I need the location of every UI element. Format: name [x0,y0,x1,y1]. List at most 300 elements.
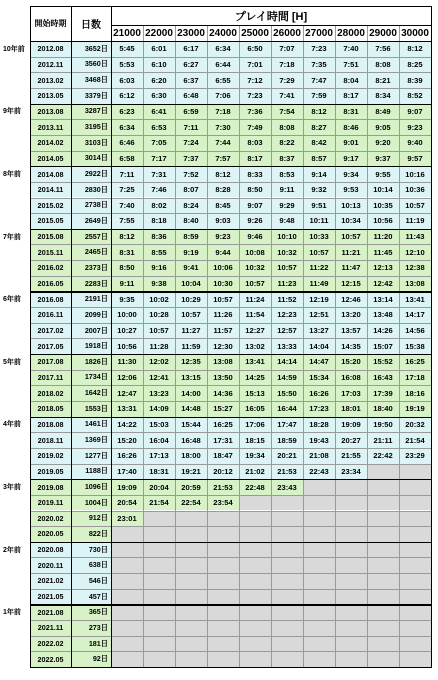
time-cell: 12:38 [399,260,431,276]
time-cell: 12:27 [239,323,271,339]
group-divider [30,291,431,292]
days-cell: 1826日 [71,354,111,370]
time-cell: 8:03 [239,135,271,151]
empty-time-cell [239,651,271,667]
time-cell: 11:59 [175,338,207,354]
start-date-cell: 2016.11 [30,307,71,323]
empty-time-cell [271,511,303,527]
empty-time-cell [335,604,367,620]
time-cell: 14:17 [399,307,431,323]
time-cell: 10:57 [207,291,239,307]
header-bottom-border [30,41,431,42]
empty-time-cell [399,542,431,558]
empty-time-cell [335,620,367,636]
time-cell: 8:49 [367,104,399,120]
time-cell: 9:07 [399,104,431,120]
days-cell: 181日 [71,636,111,652]
start-date-cell: 2017.08 [30,354,71,370]
empty-time-cell [111,542,143,558]
time-cell: 8:53 [271,166,303,182]
row-divider [30,495,431,496]
days-cell: 912日 [71,511,111,527]
time-cell: 10:35 [367,198,399,214]
row-divider [30,338,431,339]
time-cell: 8:27 [303,119,335,135]
time-cell: 7:07 [271,41,303,57]
empty-time-cell [271,636,303,652]
time-cell: 16:08 [335,370,367,386]
row-divider [30,57,431,58]
days-cell: 2649日 [71,213,111,229]
time-cell: 12:42 [367,276,399,292]
time-cell: 11:49 [303,276,335,292]
empty-time-cell [143,636,175,652]
time-cell: 12:41 [143,370,175,386]
empty-time-cell [175,557,207,573]
time-cell: 22:54 [175,495,207,511]
time-cell: 6:53 [143,119,175,135]
years-ago-label: 5年前 [3,358,21,366]
empty-time-cell [111,620,143,636]
time-cell: 9:26 [239,213,271,229]
time-cell: 14:25 [239,370,271,386]
days-cell: 1553日 [71,401,111,417]
days-cell: 638日 [71,557,111,573]
column-divider [367,25,368,667]
start-date-cell: 2022.02 [30,636,71,652]
hours-header-cell: 25000 [241,27,269,39]
empty-time-cell [399,620,431,636]
days-cell: 822日 [71,526,111,542]
days-cell: 457日 [71,589,111,605]
time-cell: 8:36 [143,229,175,245]
time-cell: 7:47 [303,72,335,88]
time-cell: 14:26 [367,323,399,339]
time-cell: 6:46 [111,135,143,151]
time-cell: 7:40 [335,41,367,57]
time-cell: 11:19 [399,213,431,229]
time-cell: 21:55 [335,448,367,464]
row-divider [30,323,431,324]
hours-header-cell: 30000 [401,27,429,39]
empty-time-cell [207,651,239,667]
empty-time-cell [303,526,335,542]
empty-time-cell [111,589,143,605]
time-cell: 15:27 [207,401,239,417]
time-cell: 9:11 [111,276,143,292]
empty-time-cell [239,526,271,542]
time-cell: 21:02 [239,464,271,480]
header-divider [111,25,431,26]
time-cell: 9:29 [271,198,303,214]
empty-time-cell [271,557,303,573]
column-divider [303,25,304,667]
start-date-cell: 2015.02 [30,198,71,214]
time-cell: 12:47 [111,385,143,401]
start-date-cell: 2021.08 [30,604,71,620]
empty-time-cell [111,526,143,542]
row-divider [30,135,431,136]
time-cell: 9:01 [335,135,367,151]
empty-time-cell [399,464,431,480]
time-cell: 15:07 [367,338,399,354]
empty-time-cell [207,604,239,620]
time-cell: 19:09 [111,479,143,495]
days-cell: 1734日 [71,370,111,386]
days-cell: 1188日 [71,464,111,480]
hours-header-cell: 28000 [337,27,365,39]
time-cell: 7:54 [271,104,303,120]
empty-time-cell [239,573,271,589]
group-divider [30,417,431,418]
empty-time-cell [111,573,143,589]
time-cell: 11:26 [207,307,239,323]
time-cell: 7:24 [175,135,207,151]
time-cell: 13:08 [207,354,239,370]
empty-time-cell [399,511,431,527]
start-date-cell: 2020.11 [30,557,71,573]
row-divider [30,72,431,73]
time-cell: 7:06 [207,88,239,104]
time-cell: 21:53 [207,479,239,495]
start-date-cell: 2012.11 [30,57,71,73]
days-cell: 1642日 [71,385,111,401]
row-divider [30,260,431,261]
start-date-cell: 2022.05 [30,651,71,667]
time-cell: 6:23 [111,104,143,120]
row-divider [30,198,431,199]
time-cell: 10:34 [335,213,367,229]
time-cell: 7:11 [111,166,143,182]
empty-time-cell [335,511,367,527]
time-cell: 8:04 [335,72,367,88]
time-cell: 10:04 [175,276,207,292]
time-cell: 14:22 [111,417,143,433]
time-cell: 14:04 [303,338,335,354]
empty-time-cell [335,557,367,573]
time-cell: 7:25 [111,182,143,198]
time-cell: 15:20 [335,354,367,370]
empty-time-cell [367,511,399,527]
years-ago-label: 6年前 [3,296,21,304]
time-cell: 21:11 [367,432,399,448]
row-divider [30,401,431,402]
days-cell: 1369日 [71,432,111,448]
start-date-cell: 2016.08 [30,291,71,307]
time-cell: 6:44 [207,57,239,73]
time-cell: 8:42 [303,135,335,151]
time-cell: 7:44 [207,135,239,151]
time-cell: 17:06 [239,417,271,433]
time-cell: 13:41 [399,291,431,307]
empty-time-cell [335,526,367,542]
days-cell: 2922日 [71,166,111,182]
hours-header-cell: 29000 [369,27,397,39]
time-cell: 16:43 [367,370,399,386]
time-cell: 12:46 [335,291,367,307]
time-cell: 7:01 [239,57,271,73]
time-cell: 10:57 [143,323,175,339]
start-date-cell: 2017.11 [30,370,71,386]
time-cell: 15:20 [111,432,143,448]
time-cell: 6:50 [239,41,271,57]
empty-time-cell [303,479,335,495]
time-cell: 8:39 [399,72,431,88]
time-cell: 18:15 [239,432,271,448]
time-cell: 11:23 [271,276,303,292]
start-date-cell: 2019.02 [30,448,71,464]
years-ago-label: 2年前 [3,546,21,554]
time-cell: 17:40 [111,464,143,480]
empty-time-cell [143,620,175,636]
time-cell: 17:18 [399,370,431,386]
time-cell: 18:16 [399,385,431,401]
time-cell: 14:59 [271,370,303,386]
start-date-cell: 2021.05 [30,589,71,605]
time-cell: 8:37 [271,151,303,167]
empty-time-cell [143,651,175,667]
start-date-cell: 2020.08 [30,542,71,558]
empty-time-cell [367,557,399,573]
time-cell: 8:08 [367,57,399,73]
row-divider [30,636,431,637]
row-divider [30,432,431,433]
time-cell: 9:23 [399,119,431,135]
time-cell: 14:36 [207,385,239,401]
empty-time-cell [207,589,239,605]
time-cell: 8:18 [143,213,175,229]
time-cell: 20:59 [175,479,207,495]
time-cell: 10:16 [399,166,431,182]
time-cell: 10:27 [111,323,143,339]
years-ago-label: 8年前 [3,171,21,178]
time-cell: 13:14 [367,291,399,307]
time-cell: 13:50 [207,370,239,386]
empty-time-cell [303,604,335,620]
hours-header-cell: 27000 [305,27,333,39]
time-cell: 17:23 [303,401,335,417]
row-divider [30,88,431,89]
time-cell: 17:39 [367,385,399,401]
empty-time-cell [367,526,399,542]
empty-time-cell [175,573,207,589]
empty-time-cell [175,542,207,558]
time-cell: 20:54 [111,495,143,511]
start-date-cell: 2014.05 [30,151,71,167]
time-cell: 16:25 [399,354,431,370]
time-cell: 10:02 [143,291,175,307]
time-cell: 21:54 [143,495,175,511]
time-cell: 9:40 [399,135,431,151]
days-cell: 92日 [71,651,111,667]
time-cell: 11:47 [335,260,367,276]
time-cell: 10:57 [335,229,367,245]
time-cell: 8:07 [175,182,207,198]
hours-header-cell: 22000 [145,27,173,39]
time-cell: 13:23 [143,385,175,401]
empty-time-cell [399,495,431,511]
empty-time-cell [175,589,207,605]
empty-time-cell [399,589,431,605]
time-cell: 18:47 [207,448,239,464]
time-cell: 7:05 [143,135,175,151]
hours-header-cell: 24000 [209,27,237,39]
time-cell: 6:34 [111,119,143,135]
group-divider [30,354,431,355]
time-cell: 16:26 [303,385,335,401]
time-cell: 7:12 [239,72,271,88]
days-cell: 2007日 [71,323,111,339]
days-cell: 2191日 [71,291,111,307]
time-cell: 8:12 [303,104,335,120]
time-cell: 10:57 [303,244,335,260]
empty-time-cell [303,573,335,589]
time-cell: 11:20 [367,229,399,245]
time-cell: 13:20 [335,307,367,323]
time-cell: 9:38 [143,276,175,292]
empty-time-cell [335,589,367,605]
time-cell: 7:35 [303,57,335,73]
time-cell: 13:31 [111,401,143,417]
days-header: 日数 [81,20,101,31]
column-divider [271,25,272,667]
years-ago-label: 4年前 [3,421,21,429]
time-cell: 10:36 [399,182,431,198]
time-cell: 7:57 [207,151,239,167]
time-cell: 7:23 [303,41,335,57]
days-cell: 2099日 [71,307,111,323]
empty-time-cell [111,651,143,667]
empty-time-cell [303,636,335,652]
time-cell: 11:21 [335,244,367,260]
start-date-cell: 2013.05 [30,88,71,104]
time-cell: 11:24 [239,291,271,307]
start-date-cell: 2021.02 [30,573,71,589]
column-border [111,6,112,667]
empty-time-cell [303,620,335,636]
row-divider [30,464,431,465]
empty-time-cell [271,620,303,636]
time-cell: 22:48 [239,479,271,495]
time-cell: 10:11 [303,213,335,229]
table-border-right [431,6,432,668]
row-divider [30,573,431,574]
empty-time-cell [335,495,367,511]
time-cell: 6:41 [143,104,175,120]
years-ago-label: 7年前 [3,233,21,241]
start-date-cell: 2018.11 [30,432,71,448]
time-cell: 10:57 [175,307,207,323]
time-cell: 6:27 [175,57,207,73]
time-cell: 8:50 [239,182,271,198]
days-cell: 2373日 [71,260,111,276]
start-date-cell: 2020.05 [30,526,71,542]
empty-time-cell [143,604,175,620]
time-cell: 11:54 [239,307,271,323]
time-cell: 7:59 [303,88,335,104]
start-date-cell: 2015.05 [30,213,71,229]
time-cell: 7:31 [143,166,175,182]
column-divider [143,25,144,667]
time-cell: 9:32 [303,182,335,198]
empty-time-cell [367,651,399,667]
empty-time-cell [143,557,175,573]
playtime-header: プレイ時間 [H] [234,10,308,23]
time-cell: 6:59 [175,104,207,120]
empty-time-cell [399,526,431,542]
time-cell: 14:14 [271,354,303,370]
row-divider [30,448,431,449]
time-cell: 9:05 [367,119,399,135]
time-cell: 12:57 [271,323,303,339]
time-cell: 9:19 [175,244,207,260]
time-cell: 19:19 [399,401,431,417]
time-cell: 10:32 [239,260,271,276]
time-cell: 7:55 [111,213,143,229]
empty-time-cell [239,557,271,573]
time-cell: 9:53 [335,182,367,198]
time-cell: 16:04 [143,432,175,448]
empty-time-cell [303,589,335,605]
days-cell: 3560日 [71,57,111,73]
time-cell: 20:27 [335,432,367,448]
time-cell: 10:32 [271,244,303,260]
days-cell: 2283日 [71,276,111,292]
time-cell: 13:15 [175,370,207,386]
time-cell: 13:27 [303,323,335,339]
empty-time-cell [239,495,271,511]
days-cell: 546日 [71,573,111,589]
time-cell: 9:44 [207,244,239,260]
empty-time-cell [399,557,431,573]
days-cell: 1277日 [71,448,111,464]
time-cell: 6:12 [111,88,143,104]
days-cell: 1918日 [71,338,111,354]
row-divider [30,276,431,277]
row-divider [30,557,431,558]
time-cell: 8:46 [335,119,367,135]
start-date-cell: 2015.11 [30,244,71,260]
time-cell: 16:44 [271,401,303,417]
time-cell: 19:21 [175,464,207,480]
time-cell: 7:37 [175,151,207,167]
empty-time-cell [143,542,175,558]
empty-time-cell [399,636,431,652]
time-cell: 7:46 [143,182,175,198]
table-border-left [30,6,31,667]
time-cell: 10:10 [271,229,303,245]
time-cell: 10:56 [111,338,143,354]
time-cell: 17:13 [143,448,175,464]
time-cell: 15:50 [271,385,303,401]
empty-time-cell [239,604,271,620]
time-cell: 14:47 [303,354,335,370]
days-cell: 3014日 [71,151,111,167]
time-cell: 17:03 [335,385,367,401]
group-divider [30,229,431,230]
time-cell: 8:50 [111,260,143,276]
time-cell: 14:35 [335,338,367,354]
time-cell: 21:54 [399,432,431,448]
time-cell: 16:26 [111,448,143,464]
start-date-cell: 2018.08 [30,417,71,433]
time-cell: 10:13 [335,198,367,214]
years-ago-label: 3年前 [3,484,21,491]
column-divider [207,25,208,667]
time-cell: 13:41 [239,354,271,370]
time-cell: 12:51 [303,307,335,323]
empty-time-cell [367,636,399,652]
